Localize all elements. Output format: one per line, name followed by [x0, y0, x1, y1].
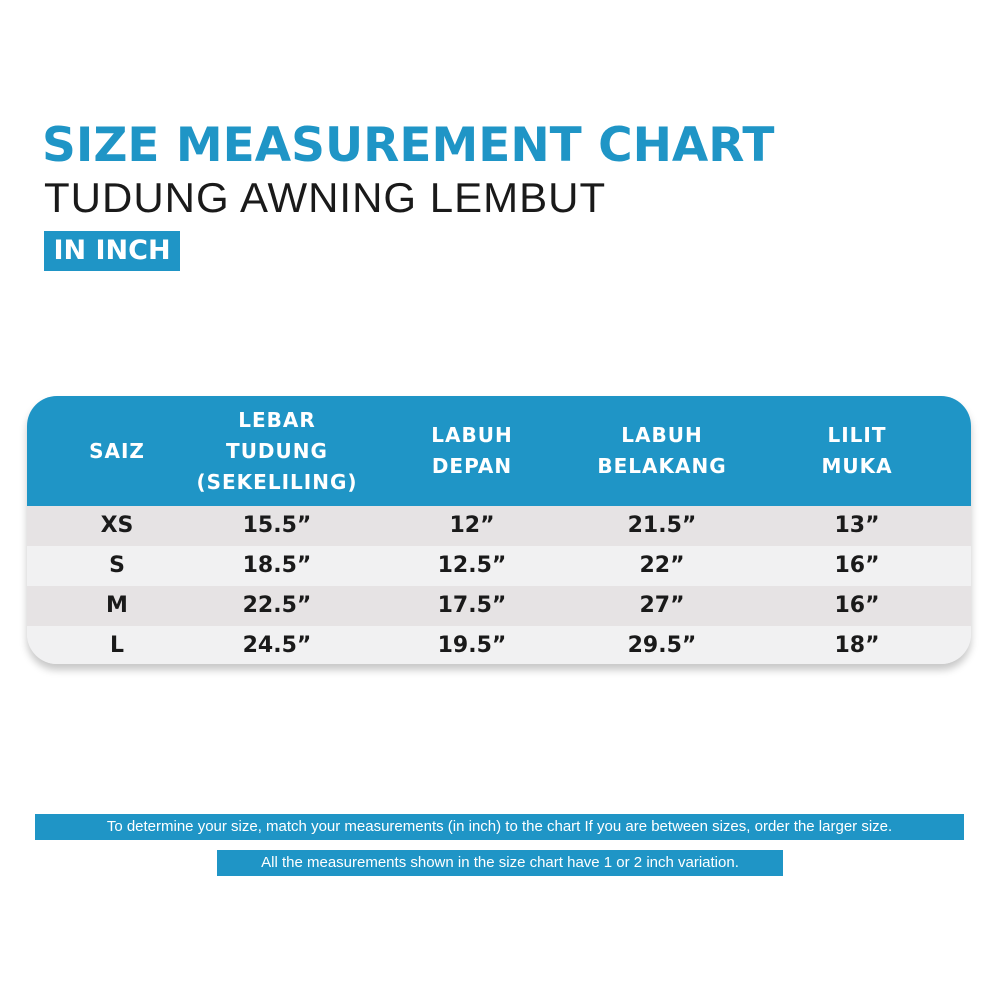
column-header-lebar-tudung: LEBAR TUDUNG (SEKELILING): [196, 407, 358, 494]
table-cell: 13”: [834, 513, 880, 538]
size-cell: XS: [100, 513, 134, 538]
table-row: [27, 506, 971, 546]
table-row: [27, 546, 971, 586]
column-header-saiz: SAIZ: [89, 438, 145, 463]
variation-note: All the measurements shown in the size chart have 1 or 2 inch variation.: [217, 850, 783, 876]
table-cell: 15.5”: [242, 513, 312, 538]
column-header-labuh-depan: LABUH DEPAN: [431, 423, 513, 478]
table-cell: 16”: [834, 593, 880, 618]
table-cell: 22”: [639, 553, 685, 578]
table-cell: 18”: [834, 633, 880, 658]
table-cell: 12.5”: [437, 553, 507, 578]
table-cell: 29.5”: [627, 633, 697, 658]
table-row: [27, 626, 971, 664]
size-cell: M: [106, 593, 128, 618]
table-cell: 18.5”: [242, 553, 312, 578]
table-cell: 19.5”: [437, 633, 507, 658]
table-cell: 21.5”: [627, 513, 697, 538]
table-row: [27, 586, 971, 626]
table-cell: 16”: [834, 553, 880, 578]
chart-title: SIZE MEASUREMENT CHART: [42, 118, 775, 173]
sizing-note: To determine your size, match your measurements (in inch) to the chart If you are between sizes, order the larger size.: [35, 814, 964, 840]
size-cell: S: [109, 553, 125, 578]
table-cell: 24.5”: [242, 633, 312, 658]
table-header-row: [27, 396, 971, 506]
size-table: [27, 396, 971, 664]
size-cell: L: [109, 633, 125, 658]
column-header-lilit-muka: LILIT MUKA: [821, 423, 893, 478]
unit-badge: IN INCH: [44, 231, 180, 271]
product-subtitle: TUDUNG AWNING LEMBUT: [44, 174, 607, 221]
table-cell: 22.5”: [242, 593, 312, 618]
table-cell: 12”: [449, 513, 495, 538]
table-cell: 17.5”: [437, 593, 507, 618]
table-cell: 27”: [639, 593, 685, 618]
column-header-labuh-belakang: LABUH BELAKANG: [597, 423, 727, 478]
